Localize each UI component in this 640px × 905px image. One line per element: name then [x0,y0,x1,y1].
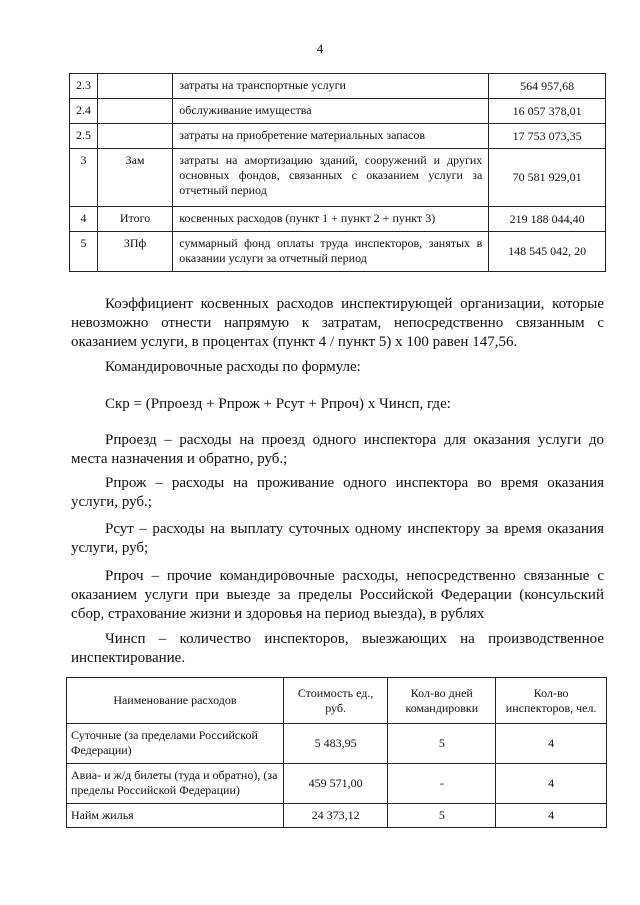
table-row [70,207,606,232]
row-description: косвенных расходов (пункт 1 + пункт 2 + пункт 3) [173,207,489,232]
expense-days: 5 [388,724,496,764]
row-number: 3 [70,149,98,207]
row-number: 4 [70,207,98,232]
travel-intro-paragraph: Командировочные расходы по формуле: [105,359,361,375]
table-row [70,149,606,207]
table-row [67,764,607,804]
travel-expenses-table [66,677,607,828]
table-row [67,804,607,828]
rproezd-definition: Рпроезд – расходы на проезд одного инспектора для оказания услуги до места назначения и обратно, руб.; [71,432,604,467]
expense-days: 5 [388,804,496,828]
row-value: 148 545 042, 20 [489,232,606,272]
row-number: 5 [70,232,98,272]
rsut-definition: Рсут – расходы на выплату суточных одному инспектору за время оказания услуги, руб; [71,521,604,556]
expense-cost: 5 483,95 [283,724,387,764]
header-cost: Стоимость ед., руб. [283,678,387,724]
table-header-row [67,678,607,724]
row-code: Зам [97,149,172,207]
rprozh-definition: Рпрож – расходы на проживание одного инспектора во время оказания услуги, руб.; [71,475,604,510]
expense-inspectors: 4 [496,804,607,828]
expense-inspectors: 4 [496,724,607,764]
row-description: затраты на транспортные услуги [173,74,489,99]
table-row [70,232,606,272]
expense-name: Найм жилья [67,804,284,828]
table-row [70,99,606,124]
expense-inspectors: 4 [496,764,607,804]
row-value: 564 957,68 [489,74,606,99]
chinsp-definition: Чинсп – количество инспекторов, выезжающих на производственное инспектирование. [71,631,604,666]
row-number: 2.5 [70,124,98,149]
expense-name: Суточные (за пределами Российской Федерации) [67,724,284,764]
rproch-definition: Рпроч – прочие командировочные расходы, непосредственно связанные с оказанием услуги при выезде за пределы Российской Федерации (консульский сбор, страхование жизни и здоровья на период выезда), в рублях [71,568,604,622]
header-inspectors: Кол-во инспекторов, чел. [496,678,607,724]
row-description: затраты на приобретение материальных запасов [173,124,489,149]
row-code: ЗПф [97,232,172,272]
row-value: 17 753 073,35 [489,124,606,149]
formula-paragraph: Скр = (Рпроезд + Рпрож + Рсут + Рпроч) х Чинсп, где: [105,396,451,412]
header-days: Кол-во дней командировки [388,678,496,724]
table-row [70,74,606,99]
row-number: 2.3 [70,74,98,99]
expense-cost: 459 571,00 [283,764,387,804]
row-description: затраты на амортизацию зданий, сооружений и других основных фондов, связанных с оказанием услуги за отчетный период [173,149,489,207]
row-code: Итого [97,207,172,232]
indirect-costs-table [69,73,606,272]
page-number: 4 [316,41,324,56]
row-value: 70 581 929,01 [489,149,606,207]
row-code [97,99,172,124]
row-code [97,74,172,99]
row-value: 16 057 378,01 [489,99,606,124]
row-description: обслуживание имущества [173,99,489,124]
row-value: 219 188 044,40 [489,207,606,232]
table-row [70,124,606,149]
row-number: 2.4 [70,99,98,124]
row-code [97,124,172,149]
expense-cost: 24 373,12 [283,804,387,828]
expense-days: - [388,764,496,804]
header-name: Наименование расходов [67,678,284,724]
row-description: суммарный фонд оплаты труда инспекторов, занятых в оказании услуги за отчетный период [173,232,489,272]
expense-name: Авиа- и ж/д билеты (туда и обратно), (за пределы Российской Федерации) [67,764,284,804]
table-row [67,724,607,764]
coefficient-paragraph: Коэффициент косвенных расходов инспектирующей организации, которые невозможно отнести напрямую к затратам, непосредственно связанным с оказанием услуги, в процентах (пункт 4 / пункт 5) х 100 равен 147,56. [71,296,604,350]
